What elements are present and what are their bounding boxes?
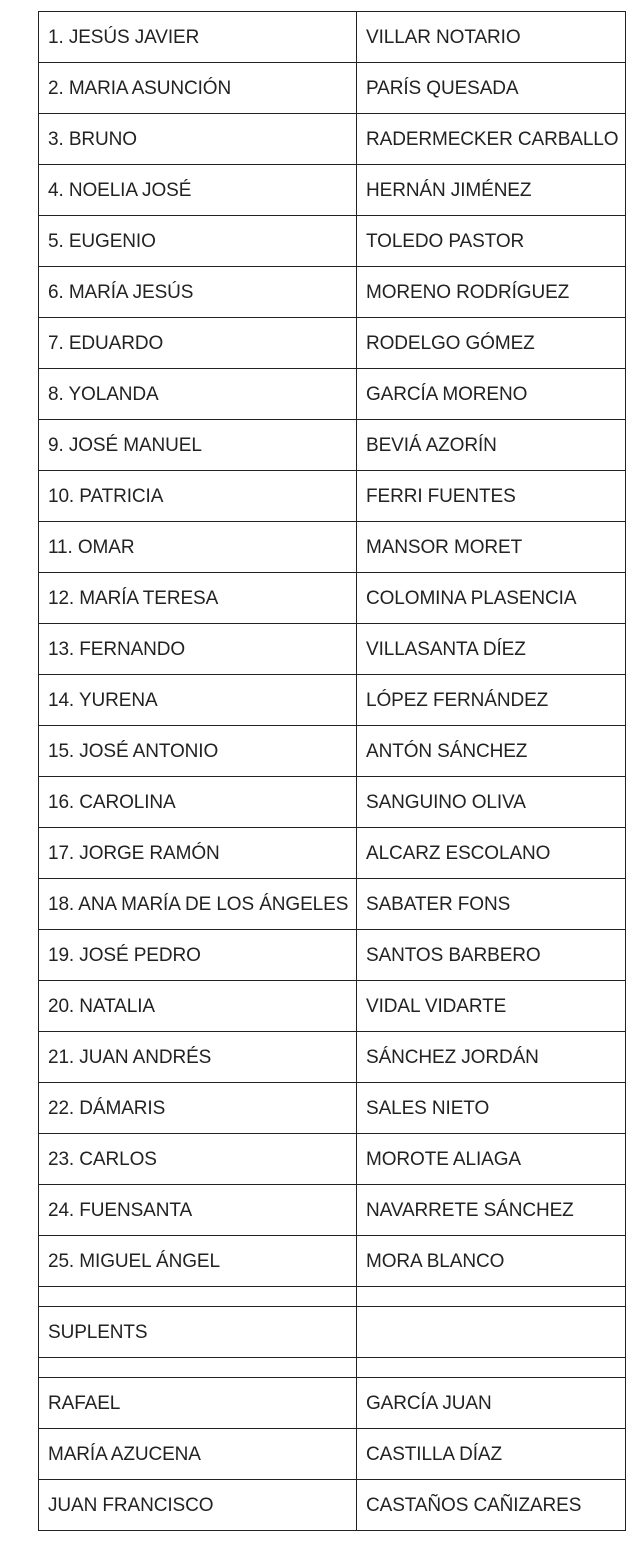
- blank-cell: [357, 1287, 626, 1307]
- candidate-row: [39, 12, 626, 63]
- surname-cell: GARCÍA MORENO: [357, 369, 626, 420]
- surname-cell: VILLAR NOTARIO: [357, 12, 626, 63]
- candidate-row: [39, 1083, 626, 1134]
- surname-cell: RODELGO GÓMEZ: [357, 318, 626, 369]
- blank-row: [39, 1358, 626, 1378]
- surname-cell: NAVARRETE SÁNCHEZ: [357, 1185, 626, 1236]
- candidate-list-body: [39, 12, 626, 1531]
- first-name-cell: 6. MARÍA JESÚS: [39, 267, 357, 318]
- first-name-cell: 4. NOELIA JOSÉ: [39, 165, 357, 216]
- first-name-cell: 25. MIGUEL ÁNGEL: [39, 1236, 357, 1287]
- surname-cell: VIDAL VIDARTE: [357, 981, 626, 1032]
- first-name-cell: 16. CAROLINA: [39, 777, 357, 828]
- blank-row: [39, 1287, 626, 1307]
- surname-cell: MANSOR MORET: [357, 522, 626, 573]
- first-name-cell: 24. FUENSANTA: [39, 1185, 357, 1236]
- surname-cell: ANTÓN SÁNCHEZ: [357, 726, 626, 777]
- surname-cell: BEVIÁ AZORÍN: [357, 420, 626, 471]
- surname-cell: SALES NIETO: [357, 1083, 626, 1134]
- first-name-cell: 11. OMAR: [39, 522, 357, 573]
- first-name-cell: MARÍA AZUCENA: [39, 1429, 357, 1480]
- first-name-cell: 1. JESÚS JAVIER: [39, 12, 357, 63]
- blank-cell: [39, 1358, 357, 1378]
- blank-cell: [357, 1358, 626, 1378]
- candidate-row: [39, 114, 626, 165]
- first-name-cell: 20. NATALIA: [39, 981, 357, 1032]
- candidate-row: [39, 1236, 626, 1287]
- first-name-cell: JUAN FRANCISCO: [39, 1480, 357, 1531]
- candidate-row: [39, 420, 626, 471]
- surname-cell: GARCÍA JUAN: [357, 1378, 626, 1429]
- candidate-row: [39, 930, 626, 981]
- surname-cell: MORENO RODRÍGUEZ: [357, 267, 626, 318]
- substitute-row: [39, 1480, 626, 1531]
- candidate-row: [39, 828, 626, 879]
- surname-cell: HERNÁN JIMÉNEZ: [357, 165, 626, 216]
- candidate-row: [39, 267, 626, 318]
- first-name-cell: 21. JUAN ANDRÉS: [39, 1032, 357, 1083]
- candidate-row: [39, 624, 626, 675]
- surname-cell: CASTAÑOS CAÑIZARES: [357, 1480, 626, 1531]
- first-name-cell: 2. MARIA ASUNCIÓN: [39, 63, 357, 114]
- surname-cell: SANGUINO OLIVA: [357, 777, 626, 828]
- first-name-cell: 9. JOSÉ MANUEL: [39, 420, 357, 471]
- candidate-row: [39, 981, 626, 1032]
- candidate-row: [39, 675, 626, 726]
- substitute-row: [39, 1429, 626, 1480]
- candidate-row: [39, 63, 626, 114]
- candidate-row: [39, 879, 626, 930]
- substitutes-heading: SUPLENTS: [39, 1307, 357, 1358]
- first-name-cell: 18. ANA MARÍA DE LOS ÁNGELES: [39, 879, 357, 930]
- surname-cell: TOLEDO PASTOR: [357, 216, 626, 267]
- first-name-cell: 8. YOLANDA: [39, 369, 357, 420]
- surname-cell: SABATER FONS: [357, 879, 626, 930]
- first-name-cell: RAFAEL: [39, 1378, 357, 1429]
- candidate-row: [39, 1185, 626, 1236]
- surname-cell: FERRI FUENTES: [357, 471, 626, 522]
- candidate-row: [39, 726, 626, 777]
- candidate-row: [39, 1032, 626, 1083]
- surname-cell: LÓPEZ FERNÁNDEZ: [357, 675, 626, 726]
- surname-cell: MORA BLANCO: [357, 1236, 626, 1287]
- substitutes-heading-row: [39, 1307, 626, 1358]
- blank-cell: [357, 1307, 626, 1358]
- surname-cell: VILLASANTA DÍEZ: [357, 624, 626, 675]
- first-name-cell: 17. JORGE RAMÓN: [39, 828, 357, 879]
- blank-cell: [39, 1287, 357, 1307]
- first-name-cell: 12. MARÍA TERESA: [39, 573, 357, 624]
- surname-cell: PARÍS QUESADA: [357, 63, 626, 114]
- surname-cell: ALCARZ ESCOLANO: [357, 828, 626, 879]
- first-name-cell: 19. JOSÉ PEDRO: [39, 930, 357, 981]
- candidate-row: [39, 777, 626, 828]
- first-name-cell: 15. JOSÉ ANTONIO: [39, 726, 357, 777]
- first-name-cell: 22. DÁMARIS: [39, 1083, 357, 1134]
- candidate-list-table: [38, 11, 626, 1531]
- candidate-row: [39, 1134, 626, 1185]
- candidate-row: [39, 369, 626, 420]
- first-name-cell: 7. EDUARDO: [39, 318, 357, 369]
- first-name-cell: 13. FERNANDO: [39, 624, 357, 675]
- first-name-cell: 3. BRUNO: [39, 114, 357, 165]
- first-name-cell: 14. YURENA: [39, 675, 357, 726]
- surname-cell: MOROTE ALIAGA: [357, 1134, 626, 1185]
- first-name-cell: 5. EUGENIO: [39, 216, 357, 267]
- candidate-row: [39, 318, 626, 369]
- surname-cell: RADERMECKER CARBALLO: [357, 114, 626, 165]
- first-name-cell: 10. PATRICIA: [39, 471, 357, 522]
- surname-cell: COLOMINA PLASENCIA: [357, 573, 626, 624]
- candidate-row: [39, 216, 626, 267]
- substitute-row: [39, 1378, 626, 1429]
- surname-cell: CASTILLA DÍAZ: [357, 1429, 626, 1480]
- candidate-row: [39, 573, 626, 624]
- surname-cell: SANTOS BARBERO: [357, 930, 626, 981]
- candidate-row: [39, 165, 626, 216]
- candidate-row: [39, 522, 626, 573]
- first-name-cell: 23. CARLOS: [39, 1134, 357, 1185]
- surname-cell: SÁNCHEZ JORDÁN: [357, 1032, 626, 1083]
- candidate-row: [39, 471, 626, 522]
